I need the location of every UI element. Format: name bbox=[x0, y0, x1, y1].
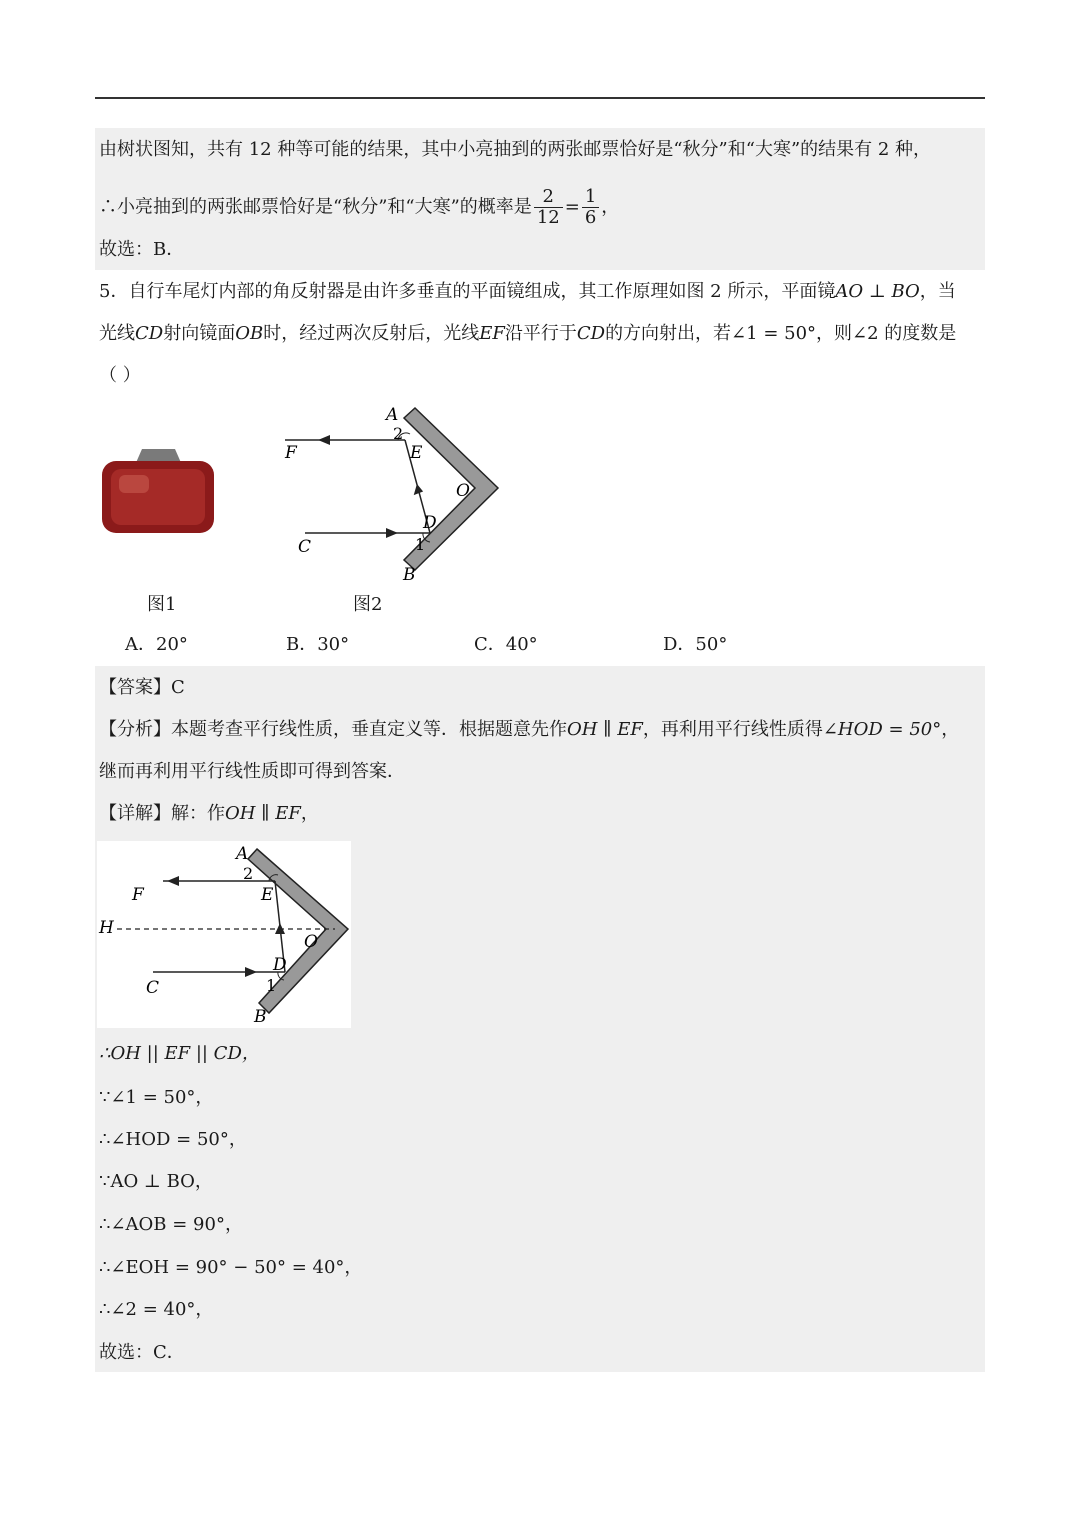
label-E: E bbox=[410, 443, 423, 463]
label-O-2: O bbox=[304, 932, 318, 952]
option-d: D．50° bbox=[663, 634, 728, 655]
arrow-ef bbox=[318, 435, 330, 445]
label-F-2: F bbox=[132, 885, 144, 905]
option-a: A．20° bbox=[125, 634, 188, 655]
label-D-2: D bbox=[273, 955, 287, 975]
detail-line: 【详解】解：作OH ∥ EF， bbox=[99, 803, 319, 824]
label-O: O bbox=[456, 481, 470, 501]
solution-step: ∴∠EOH = 90° − 50° = 40°， bbox=[99, 1257, 363, 1278]
label-A: A bbox=[386, 405, 399, 425]
question-line2: 光线CD射向镜面OB时，经过两次反射后，光线EF沿平行于CD的方向射出，若∠1 = 50°，则∠2 的度数是 bbox=[99, 323, 957, 344]
label-2: 2 bbox=[393, 424, 404, 443]
answer-line: 【答案】C bbox=[99, 677, 185, 698]
label-2-2: 2 bbox=[243, 864, 254, 883]
arrow-de bbox=[411, 483, 423, 495]
label-F: F bbox=[285, 443, 297, 463]
analysis-line2: 继而再利用平行线性质即可得到答案． bbox=[99, 761, 405, 782]
option-c: C．40° bbox=[474, 634, 538, 655]
label-B-2: B bbox=[254, 1007, 267, 1027]
figure1-caption: 图1 bbox=[147, 594, 177, 615]
label-D: D bbox=[423, 513, 437, 533]
probability-text: ∴小亮抽到的两张邮票恰好是“秋分”和“大寒”的概率是 bbox=[99, 196, 532, 218]
question-blank: （ ） bbox=[99, 365, 141, 386]
reflector-photo bbox=[97, 443, 219, 538]
prev-solution-conclusion: 故选：B． bbox=[99, 239, 185, 260]
label-1-2: 1 bbox=[266, 976, 277, 995]
equals-sign: = bbox=[564, 196, 580, 218]
figure2-diagram bbox=[270, 400, 510, 590]
fraction-2-12: $\frac{2}{12}$ bbox=[534, 187, 563, 228]
label-H: H bbox=[99, 918, 114, 938]
analysis-line1: 【分析】本题考查平行线性质，垂直定义等．根据题意先作OH ∥ EF，再利用平行线性质得∠HOD = 50°， bbox=[99, 719, 960, 740]
question-line1: 5．自行车尾灯内部的角反射器是由许多垂直的平面镜组成，其工作原理如图 2 所示，平面镜AO ⊥ BO，当 bbox=[99, 281, 956, 302]
perpendicular-expr: AO ⊥ BO bbox=[835, 281, 920, 302]
prev-solution-line2: ∴小亮抽到的两张邮票恰好是“秋分”和“大寒”的概率是 $\frac{2}{12}$ = $\frac{1}{6}$ ， bbox=[99, 186, 620, 228]
arrow-cd bbox=[386, 528, 398, 538]
solution-diagram bbox=[97, 841, 351, 1028]
fraction-1-6: $\frac{1}{6}$ bbox=[582, 187, 599, 228]
prev-solution-line1: 由树状图知，共有 12 种等可能的结果，其中小亮抽到的两张邮票恰好是“秋分”和“大寒”的结果有 2 种， bbox=[99, 139, 932, 160]
solution-step: ∵AO ⊥ BO， bbox=[99, 1171, 213, 1192]
label-B: B bbox=[403, 565, 416, 585]
option-b: B．30° bbox=[286, 634, 350, 655]
solution-step: ∴∠HOD = 50°， bbox=[99, 1129, 247, 1150]
final-answer: 故选：C． bbox=[99, 1342, 185, 1363]
figure2-caption: 图2 bbox=[353, 594, 383, 615]
solution-step: ∴∠AOB = 90°， bbox=[99, 1214, 243, 1235]
solution-step: ∴OH || EF || CD， bbox=[99, 1043, 260, 1064]
label-E-2: E bbox=[261, 885, 274, 905]
label-C: C bbox=[298, 537, 312, 557]
header-rule bbox=[95, 97, 985, 99]
solution-step: ∵∠1 = 50°， bbox=[99, 1087, 214, 1108]
solution-step: ∴∠2 = 40°， bbox=[99, 1299, 214, 1320]
label-C-2: C bbox=[146, 978, 160, 998]
label-A-2: A bbox=[236, 844, 249, 864]
label-1: 1 bbox=[415, 535, 426, 554]
